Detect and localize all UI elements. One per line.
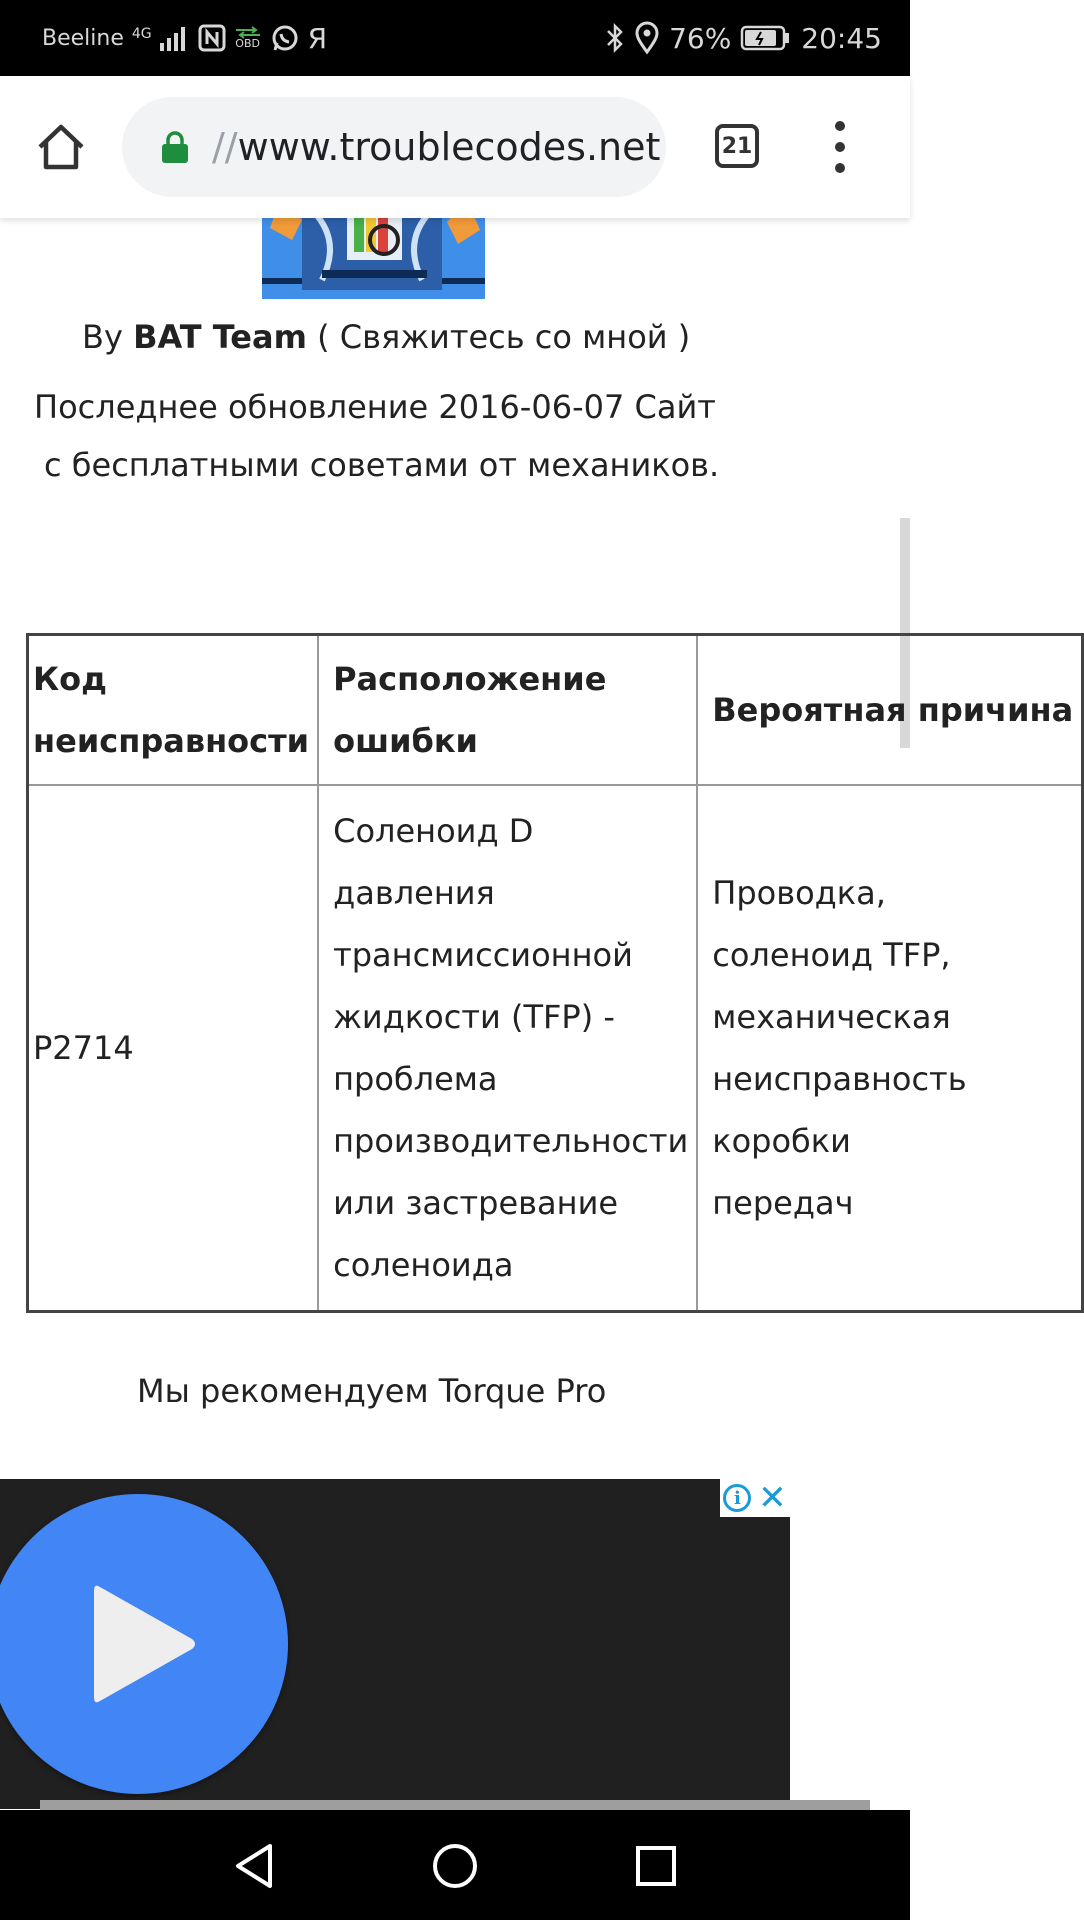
lock-icon[interactable] (160, 130, 190, 164)
cause-line: неисправность (712, 1060, 967, 1098)
browser-toolbar (0, 76, 910, 218)
menu-dot (835, 121, 845, 131)
trouble-code-table (26, 633, 1084, 1313)
menu-dot (835, 142, 845, 152)
home-nav-button[interactable] (427, 1838, 483, 1894)
url-text[interactable] (212, 125, 661, 169)
updated-line-1: Последнее обновление 2016-06-07 Сайт (34, 388, 716, 426)
battery-icon (741, 25, 791, 51)
back-button[interactable] (226, 1838, 282, 1894)
home-icon (36, 123, 86, 171)
recents-button[interactable] (628, 1838, 684, 1894)
whatsapp-icon (270, 23, 300, 53)
play-button[interactable] (0, 1494, 288, 1794)
table-row (28, 785, 1083, 1312)
last-updated (34, 378, 734, 494)
nfc-icon (198, 24, 226, 52)
navigation-bar (0, 1810, 910, 1920)
clock: 20:45 (801, 21, 882, 55)
status-bar (0, 0, 910, 76)
byline (82, 318, 690, 356)
cell-code: P2714 (28, 785, 319, 1312)
by-prefix: By (82, 318, 123, 356)
home-circle-icon (431, 1842, 479, 1890)
home-button[interactable] (30, 116, 92, 178)
tab-switcher-button[interactable]: 21 (715, 124, 759, 168)
url-host: www.troublecodes.net (237, 125, 661, 169)
bluetooth-icon (605, 22, 625, 54)
cause-line: коробки (712, 1122, 851, 1160)
obd-label: OBD (235, 36, 260, 50)
url-scheme: // (212, 125, 238, 169)
author-name[interactable]: BAT Team (133, 318, 307, 356)
address-bar[interactable] (122, 97, 666, 197)
menu-dot (835, 163, 845, 173)
back-triangle-icon (232, 1842, 276, 1890)
battery-percent: 76% (669, 21, 732, 55)
yandex-icon: Я (307, 21, 328, 55)
location-icon (635, 22, 659, 54)
header-location: Расположение ошибки (318, 635, 697, 786)
header-cause: Вероятная причина (697, 635, 1083, 786)
recommend-text: Мы рекомендуем Torque Pro (137, 1372, 607, 1410)
network-type: 4G (131, 26, 152, 42)
horizontal-scrollbar[interactable] (40, 1800, 870, 1810)
carrier-name: Beeline (42, 25, 124, 51)
cell-cause (697, 785, 1083, 1312)
ad-controls (720, 1479, 790, 1517)
cause-line: Проводка, (712, 874, 886, 912)
cause-line: механическая (712, 998, 951, 1036)
overflow-menu-button[interactable] (818, 116, 862, 178)
table-header-row (28, 635, 1083, 786)
close-ad-icon[interactable]: ✕ (758, 1478, 787, 1518)
updated-line-2: с бесплатными советами от механиков. (44, 446, 720, 484)
cause-line: соленоид TFP, (712, 936, 951, 974)
video-ad[interactable] (0, 1479, 790, 1809)
signal-icon (160, 25, 190, 51)
cause-line: передач (712, 1184, 854, 1222)
contact-link[interactable]: ( Свяжитесь со мной ) (317, 318, 691, 356)
play-icon (88, 1579, 198, 1709)
header-code: Код неисправности (28, 635, 319, 786)
adchoices-info-icon[interactable]: i (723, 1484, 751, 1512)
cell-location: Соленоид D давления трансмиссионной жидкости (TFP) - проблема производительности или застревание соленоида (318, 785, 697, 1312)
obd-icon (234, 27, 262, 50)
status-right (605, 0, 882, 76)
recents-square-icon (634, 1844, 678, 1888)
status-left (42, 0, 327, 76)
